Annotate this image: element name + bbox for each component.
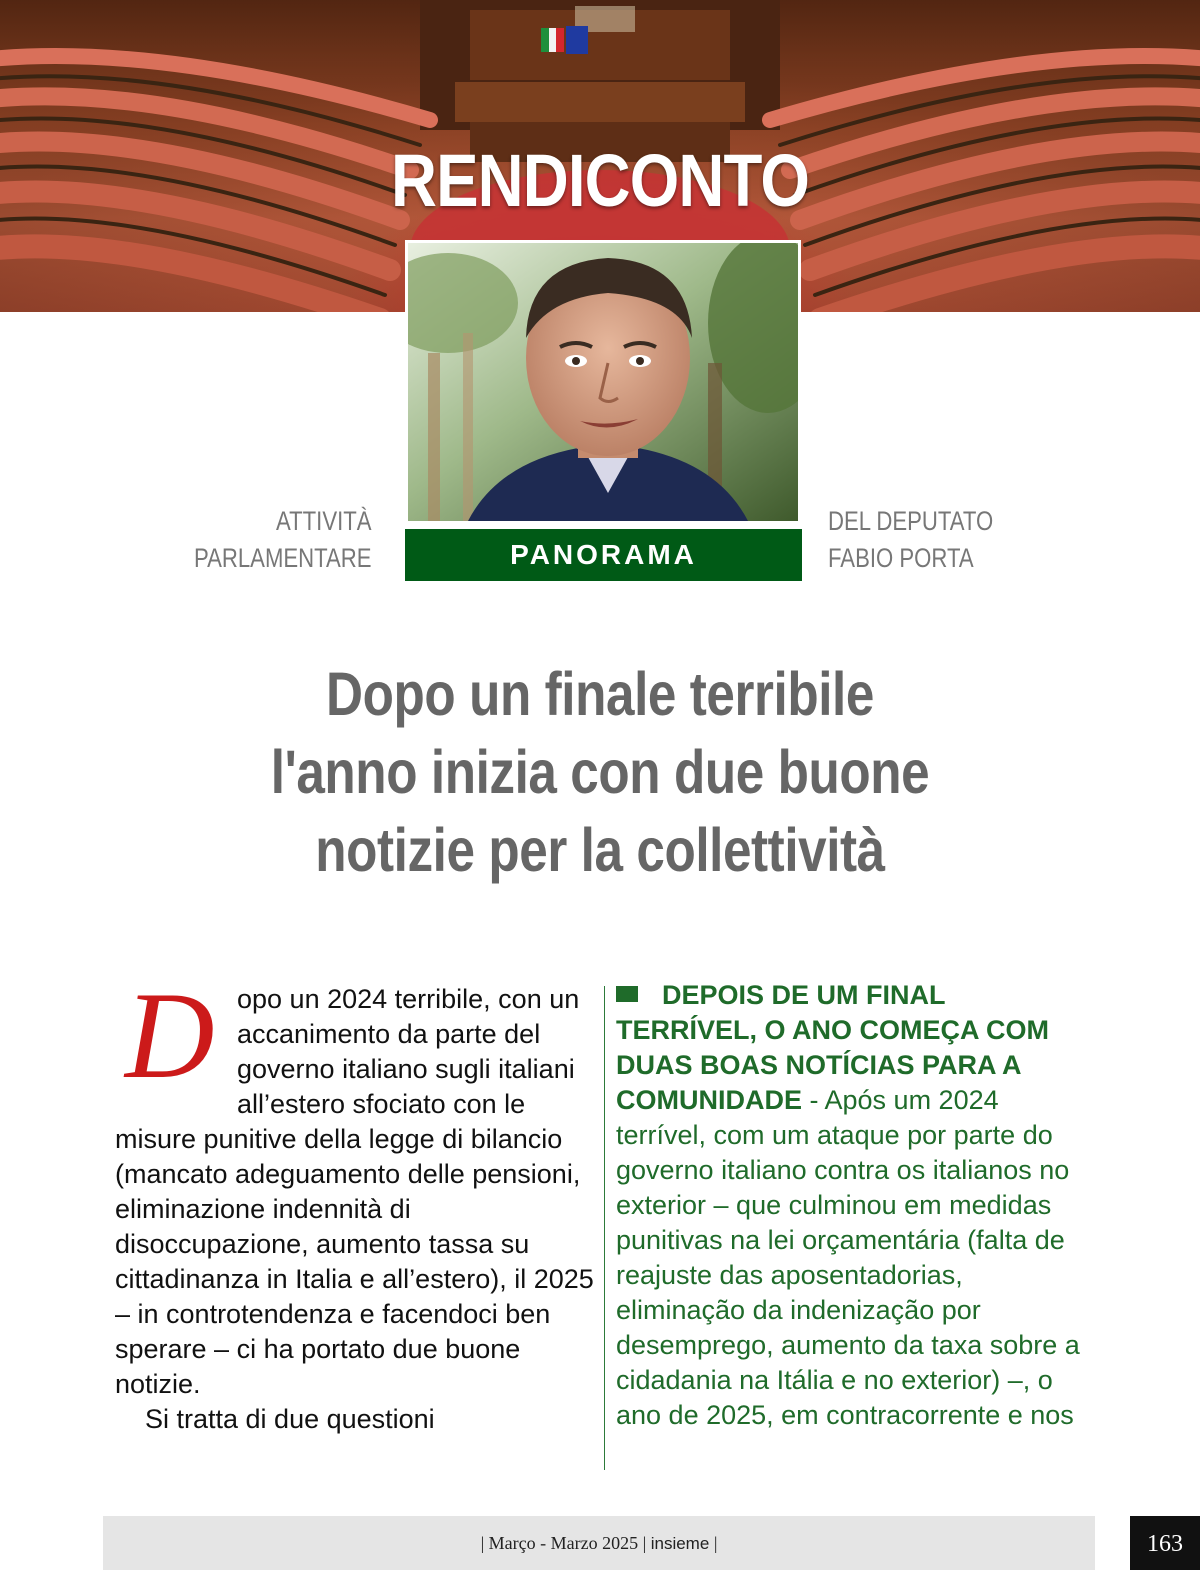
square-bullet-icon: [616, 986, 638, 1002]
italian-paragraph-2: Si tratta di due questioni: [145, 1404, 435, 1434]
footer-brand: insieme: [650, 1534, 710, 1553]
column-label: PANORAMA: [405, 529, 802, 581]
article-body-italian: [115, 967, 595, 1437]
drop-cap: D: [125, 967, 215, 1104]
headline-line-1: Dopo un finale terribile: [326, 660, 874, 728]
page-footer: [103, 1516, 1095, 1570]
left-label-line-1: ATTIVITÀ: [276, 506, 372, 536]
section-title: RENDICONTO: [390, 139, 810, 222]
page-number: 163: [1130, 1516, 1200, 1570]
headline-line-3: notizie per la collettività: [315, 816, 885, 884]
right-label-line-2: FABIO PORTA: [828, 543, 974, 573]
right-label-line-1: DEL DEPUTATO: [828, 506, 994, 536]
portuguese-lead: DEPOIS DE UM FINAL TERRÍVEL, O ANO COMEÇA COM DUAS BOAS NOTÍCIAS PARA A COMUNIDADE: [616, 980, 1050, 1115]
portrait-photo: [408, 243, 798, 521]
right-label: [828, 503, 993, 577]
headline-line-2: l'anno inizia con due buone: [270, 738, 930, 806]
column-divider: [604, 986, 605, 1470]
portuguese-body: - Após um 2024 terrível, com um ataque por parte do governo italiano contra os italianos no exterior – que culminou em medidas punitivas na lei orçamentária (falta de reajuste das aposentadorias, eliminação da indenização por desemprego, aumento da taxa sobre a cidadania na Itália e no exterior) –, o ano de 2025, em contracorrente e nos: [616, 1085, 1080, 1430]
article-headline: [180, 655, 1020, 889]
italian-paragraph-1: opo un 2024 terribile, con un accanimento da parte del governo italiano sugli italiani all’estero sfociato con le misure punitive della legge di bilancio (mancato adeguamento delle pensioni, eliminazione indennità di disoccupazione, aumento tassa su cittadinanza in Italia e all’estero), il 2025 – in controtendenza e facendoci ben sperare – ci ha portato due buone notizie.: [115, 984, 594, 1399]
footer-issue: | Março - Marzo 2025 |: [480, 1533, 651, 1553]
author-portrait: [405, 240, 801, 524]
article-body-portuguese: [616, 978, 1081, 1433]
footer-end: |: [709, 1533, 718, 1553]
left-label: [194, 503, 372, 577]
left-label-line-2: PARLAMENTARE: [194, 543, 372, 573]
